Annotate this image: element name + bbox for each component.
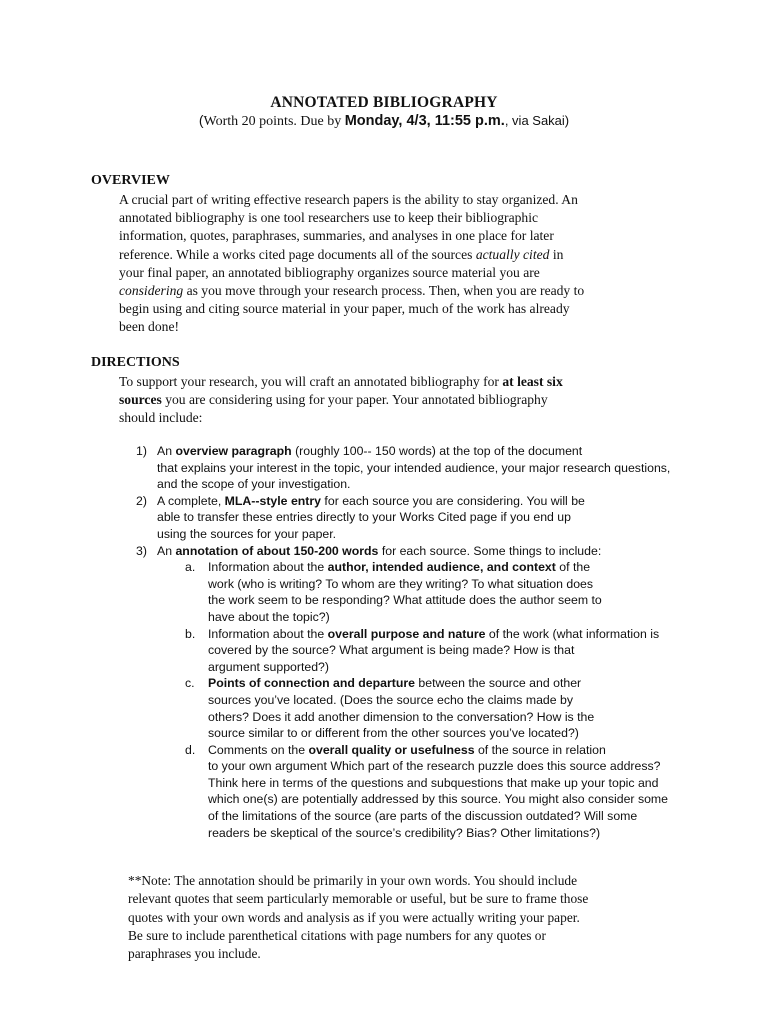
overview-line [119,318,679,336]
subitem-letter: b. [185,626,196,641]
text-segment: argument supported?) [208,659,329,674]
overview-heading: OVERVIEW [91,173,170,188]
subitem-line [208,709,756,726]
subitem-line [208,692,756,709]
subtitle-worth: Worth 20 points. Due by [203,114,345,129]
subitem-letter: a. [185,560,196,575]
note-line: paraphrases you include. [128,946,261,962]
emphasized-text: considering [119,283,184,299]
note-line: relevant quotes that seem particularly memorable or useful, but be sure to frame those [128,891,589,907]
emphasized-text: annotation of about 150-200 words [175,543,379,558]
overview-paragraph [119,191,679,337]
emphasized-text: Points of connection and departure [208,676,416,691]
text-segment: your final paper, an annotated bibliography organizes source material you are [119,264,540,280]
text-segment: Think here in terms of the questions and subquestions that make up your topic and [208,775,659,790]
subitem-line [208,592,756,609]
text-segment: To support your research, you will craft an annotated bibliography for [119,374,503,389]
overview-line [119,282,679,300]
text-segment: work (who is writing? To whom are they writing? To what situation does [208,576,594,591]
text-segment: using the sources for your paper. [157,526,337,541]
subtitle-via: , via Sakai) [504,113,570,128]
directions-subitem [136,742,756,842]
item-line [157,493,756,510]
directions-subitem [136,675,756,741]
emphasized-text: overview paragraph [175,444,292,458]
directions-item [136,443,756,493]
subitem-line [208,642,756,659]
text-segment: been done! [119,319,180,335]
item-line [157,460,756,477]
text-segment: readers be skeptical of the source’s credibility? Bias? Other limitations?) [208,825,601,840]
emphasized-text: at least six [502,374,563,389]
directions-intro-line [119,409,679,427]
directions-subitem [136,559,756,625]
text-segment: source similar to or different from the other sources you’ve located?) [208,726,579,741]
directions-heading: DIRECTIONS [91,355,180,370]
text-segment: An [157,444,176,458]
subitem-line [208,808,756,825]
directions-intro-line [119,391,679,409]
subitem-letter: c. [185,676,195,691]
text-segment: begin using and citing source material in your paper, much of the work has already [119,301,570,317]
item-number: 1) [136,444,147,458]
emphasized-text: sources [119,392,162,408]
overview-line [119,300,679,318]
text-segment: of the [555,560,591,575]
text-segment: information, quotes, paraphrases, summaries, and analyses in one place for later [119,228,554,244]
text-segment: which one(s) are potentially addressed by this source. You might also consider some [208,792,669,807]
subitem-line [208,775,756,792]
emphasized-text: overall quality or usefulness [308,742,475,757]
text-segment: of the source in relation [474,742,606,757]
directions-intro [119,373,679,428]
text-segment: sources you’ve located. (Does the source echo the claims made by [208,692,573,707]
subitem-line [208,576,756,593]
text-segment: you are considering using for your paper. Your annotated bibliography [161,392,548,408]
document-subtitle [0,112,768,130]
item-line [157,543,756,560]
text-segment: Comments on the [208,742,309,757]
item-number: 3) [136,543,147,558]
text-segment: should include: [119,410,203,426]
text-segment: that explains your interest in the topic, your intended audience, your major research questions, [157,460,671,475]
text-segment: A crucial part of writing effective research papers is the ability to stay organized. An [119,192,578,207]
text-segment: the work seem to be responding? What attitude does the author seem to [208,593,602,608]
overview-line [119,246,679,264]
directions-list [136,443,756,841]
text-segment: Information about the [208,560,328,575]
note-line: Be sure to include parenthetical citations with page numbers for any quotes or [128,927,546,943]
subtitle-open-paren: ( [198,112,204,128]
text-segment: of the limitations of the source (are parts of the discussion outdated? Will some [208,809,638,824]
item-line [157,476,756,493]
text-segment: others? Does it add another dimension to the conversation? How is the [208,709,595,724]
subtitle-due-date: Monday, 4/3, 11:55 p.m. [344,113,505,129]
directions-intro-line [119,373,679,391]
emphasized-text: author, intended audience, and context [327,560,556,575]
subitem-line [208,659,756,676]
subitem-line [208,825,756,842]
note-paragraph [128,872,728,963]
text-segment: to your own argument Which part of the research puzzle does this source address? [208,759,661,774]
text-segment: have about the topic?) [208,609,330,624]
text-segment: as you move through your research process. Then, when you are ready to [183,283,585,299]
subitem-line [208,791,756,808]
directions-item [136,493,756,543]
text-segment: and the scope of your investigation. [157,477,351,492]
overview-line [119,209,679,227]
note-line: quotes with your own words and analysis as if you were actually writing your paper. [128,909,580,925]
text-segment: A complete, [157,493,225,508]
text-segment: able to transfer these entries directly to your Works Cited page if you end up [157,510,571,525]
subitem-line [208,559,756,576]
overview-line [119,264,679,282]
overview-line [119,227,679,245]
text-segment: in [549,246,564,262]
subitem-line [208,626,756,643]
subitem-line [208,609,756,626]
item-number: 2) [136,493,147,508]
text-segment: between the source and other [415,676,582,691]
text-segment: (roughly 100-- 150 words) at the top of the document [291,444,583,458]
directions-item [136,543,756,560]
text-segment: for each source you are considering. You will be [321,493,585,508]
emphasized-text: MLA--style entry [224,493,322,508]
text-segment: for each source. Some things to include: [378,543,602,558]
directions-subitem [136,626,756,676]
item-line [157,526,756,543]
text-segment: reference. While a works cited page documents all of the sources [119,246,476,262]
text-segment: of the work (what information is [485,626,660,641]
item-line [157,509,756,526]
overview-line [119,191,679,209]
subitem-line [208,725,756,742]
subitem-letter: d. [185,742,196,757]
text-segment: annotated bibliography is one tool researchers use to keep their bibliographic [119,210,539,226]
item-line [157,443,756,460]
subitem-line [208,675,756,692]
text-segment: Information about the [208,626,328,641]
subitem-line [208,742,756,759]
note-line: **Note: The annotation should be primarily in your own words. You should include [128,873,578,888]
subitem-line [208,758,756,775]
document-title: ANNOTATED BIBLIOGRAPHY [270,94,498,111]
text-segment: covered by the source? What argument is being made? How is that [208,643,575,658]
text-segment: An [157,543,176,558]
emphasized-text: overall purpose and nature [327,626,486,641]
emphasized-text: actually cited [475,246,550,262]
